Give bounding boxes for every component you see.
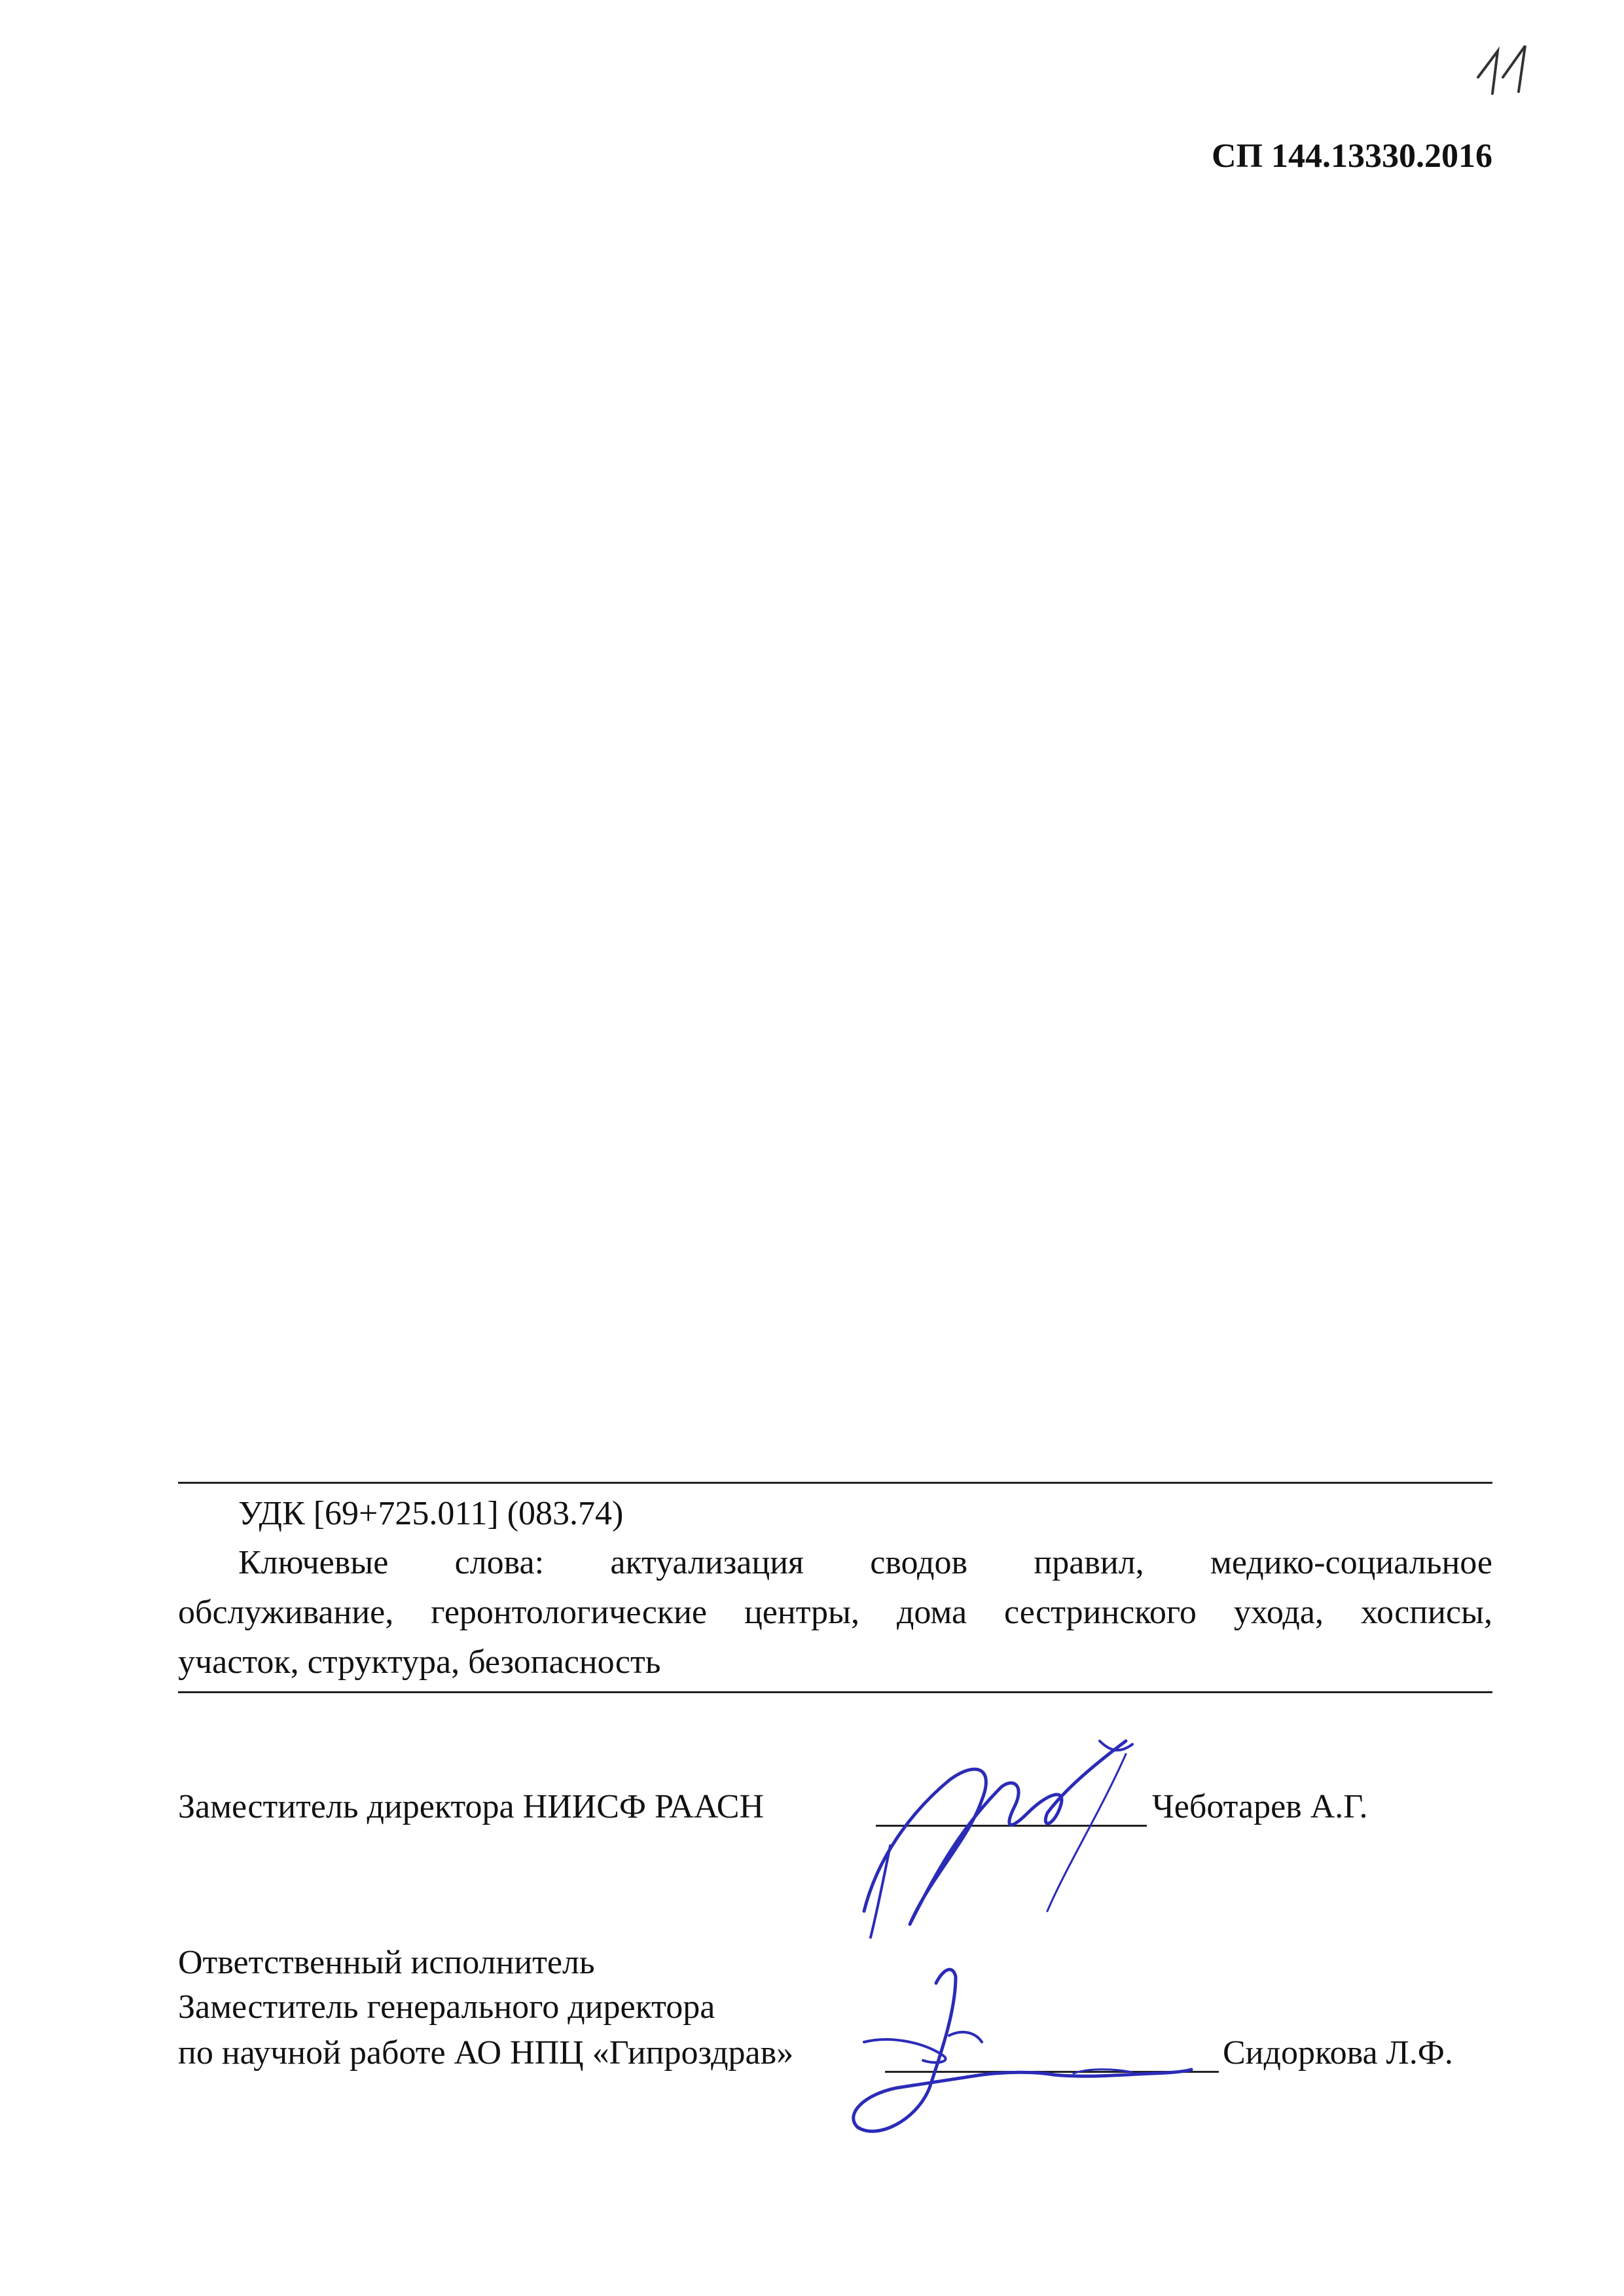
handwritten-signature-1 bbox=[851, 1715, 1218, 1950]
keywords-line: Ключевые слова: актуализация сводов правил, медико-социальное bbox=[238, 1544, 1492, 1581]
document-code: СП 144.13330.2016 bbox=[1212, 137, 1492, 175]
bottom-divider bbox=[178, 1691, 1492, 1693]
signatory-2-title-line: Заместитель генерального директора bbox=[178, 1988, 715, 2026]
signatory-2-title-line: Ответственный исполнитель bbox=[178, 1944, 595, 1981]
keywords-paragraph bbox=[178, 1538, 1492, 1687]
signatory-1-title: Заместитель директора НИИСФ РААСН bbox=[178, 1788, 765, 1825]
udk-code: УДК [69+725.011] (083.74) bbox=[238, 1495, 624, 1532]
top-divider bbox=[178, 1482, 1492, 1484]
keywords-line: обслуживание, геронтологические центры, дома сестринского ухода, хосписы, bbox=[178, 1594, 1492, 1631]
handwritten-page-number bbox=[1471, 31, 1543, 103]
handwritten-signature-2 bbox=[838, 1944, 1244, 2153]
signatory-2-title-line: по научной работе АО НПЦ «Гипроздрав» bbox=[178, 2034, 794, 2072]
keywords-line: участок, структура, безопасность bbox=[178, 1643, 661, 1681]
signatory-1-name: Чеботарев А.Г. bbox=[1152, 1788, 1368, 1825]
signatory-2-name: Сидоркова Л.Ф. bbox=[1223, 2034, 1453, 2072]
